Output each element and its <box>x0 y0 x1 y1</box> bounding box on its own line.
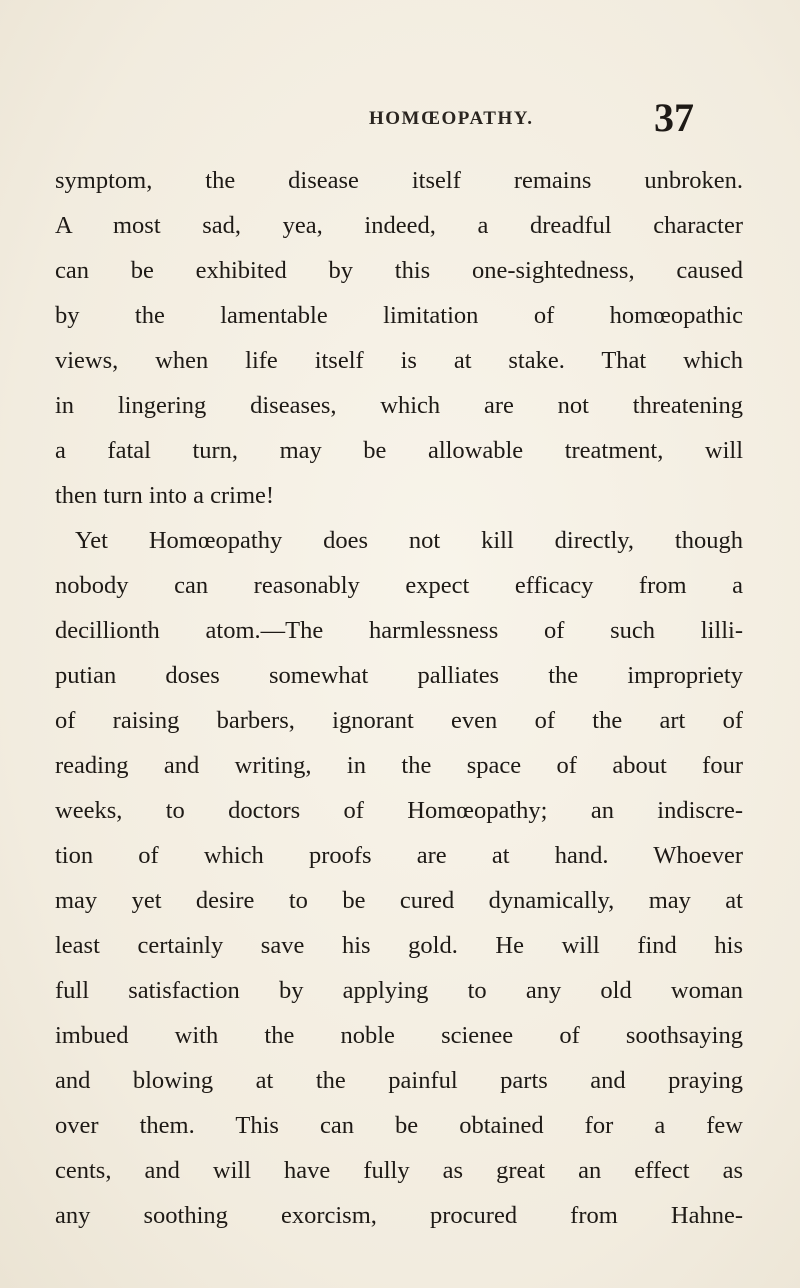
page-number: 37 <box>654 95 694 140</box>
text-line: tion of which proofs are at hand. Whoever <box>55 842 743 869</box>
text-line: A most sad, yea, indeed, a dreadful character <box>55 212 743 239</box>
text-line: putian doses somewhat palliates the impropriety <box>55 662 743 689</box>
running-title: HOMŒOPATHY. <box>369 108 534 129</box>
text-line: any soothing exorcism, procured from Hahne- <box>55 1202 743 1229</box>
text-line: views, when life itself is at stake. That which <box>55 347 743 374</box>
text-line: may yet desire to be cured dynamically, may at <box>55 887 743 914</box>
text-line: nobody can reasonably expect efficacy from a <box>55 572 743 599</box>
text-line: full satisfaction by applying to any old woman <box>55 977 743 1004</box>
running-head <box>0 94 800 144</box>
text-line: weeks, to doctors of Homœopathy; an indiscre- <box>55 797 743 824</box>
text-line: cents, and will have fully as great an effect as <box>55 1157 743 1184</box>
text-line: symptom, the disease itself remains unbroken. <box>55 167 743 194</box>
text-line: imbued with the noble scienee of soothsaying <box>55 1022 743 1049</box>
text-line: in lingering diseases, which are not threatening <box>55 392 743 419</box>
paragraph-first-line: Yet Homœopathy does not kill directly, though <box>75 527 743 554</box>
text-line: can be exhibited by this one-sightedness, caused <box>55 257 743 284</box>
text-line: a fatal turn, may be allowable treatment, will <box>55 437 743 464</box>
text-line: reading and writing, in the space of about four <box>55 752 743 779</box>
text-line: then turn into a crime! <box>55 482 275 509</box>
text-line: over them. This can be obtained for a few <box>55 1112 743 1139</box>
text-line: and blowing at the painful parts and praying <box>55 1067 743 1094</box>
body-text <box>55 158 743 1238</box>
text-line: decillionth atom.—The harmlessness of such lilli- <box>55 617 743 644</box>
text-line: by the lamentable limitation of homœopathic <box>55 302 743 329</box>
text-line: of raising barbers, ignorant even of the art of <box>55 707 743 734</box>
text-line: least certainly save his gold. He will find his <box>55 932 743 959</box>
